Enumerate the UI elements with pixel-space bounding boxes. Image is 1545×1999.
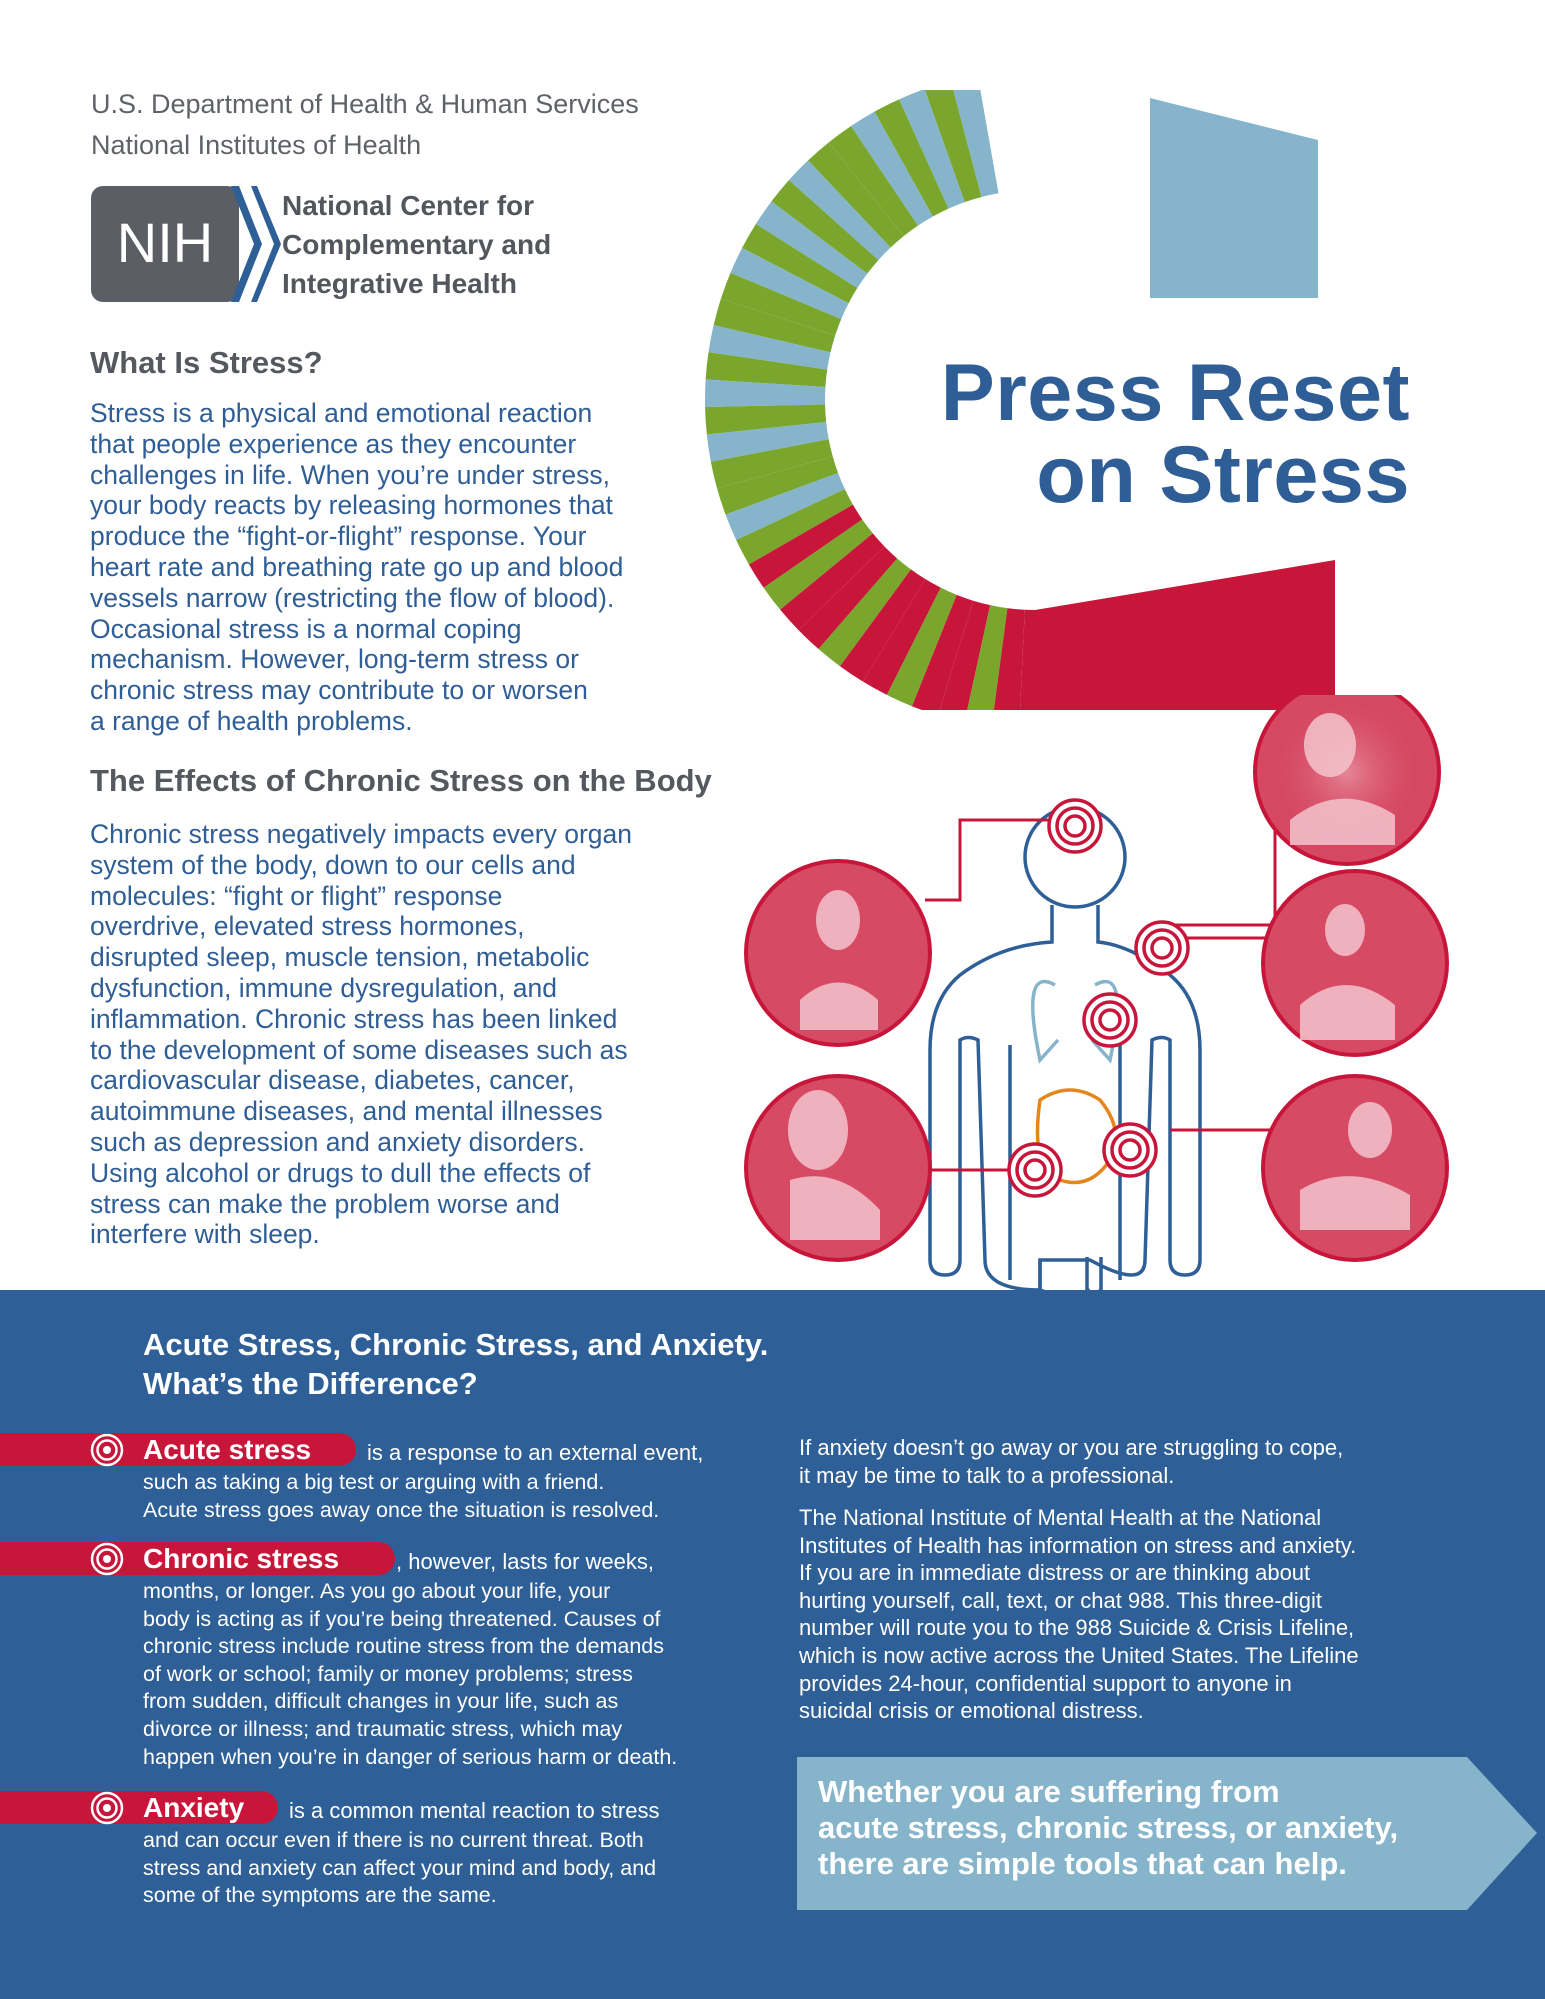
text-line: divorce or illness; and traumatic stress, which may (143, 1716, 623, 1741)
title-line: Press Reset (940, 348, 1410, 438)
body-diagram (740, 695, 1460, 1295)
text-line: chronic stress may contribute to or worsen (90, 675, 588, 706)
text-line: acute stress, chronic stress, or anxiety, (818, 1810, 1399, 1845)
text-line: system of the body, down to our cells and (90, 849, 576, 880)
text-line: chronic stress include routine stress from the demands (143, 1634, 665, 1659)
title-line: on Stress (1036, 430, 1410, 520)
text-line: that people experience as they encounter (90, 428, 577, 459)
center-line: National Center for (282, 190, 535, 221)
body-outline (930, 807, 1200, 1295)
text-line: cardiovascular disease, diabetes, cancer, (90, 1065, 575, 1096)
nimh-info-text (799, 1504, 1489, 1725)
center-name (282, 186, 551, 303)
arc-tail (1035, 560, 1335, 710)
effects-text (90, 819, 730, 1250)
institute-name: National Institutes of Health (91, 130, 422, 160)
text-line: a range of health problems. (90, 705, 413, 736)
text-line: Chronic stress negatively impacts every organ (90, 819, 633, 849)
text-line: stress and anxiety can affect your mind and body, and (143, 1855, 657, 1880)
text-line: suicidal crisis or emotional distress. (799, 1698, 1144, 1724)
center-line: Integrative Health (282, 268, 517, 299)
professional-help-text (799, 1434, 1489, 1489)
chronic-stress-text (143, 1578, 783, 1771)
chronic-stress-inline: , however, lasts for weeks, (396, 1549, 654, 1574)
department-name: U.S. Department of Health & Human Services (91, 89, 639, 119)
text-line: Institutes of Health has information on stress and anxiety. (799, 1532, 1357, 1558)
center-line: Complementary and (282, 229, 552, 260)
text-line: some of the symptoms are the same. (143, 1883, 497, 1908)
text-line: Using alcohol or drugs to dull the effects of (90, 1157, 591, 1188)
text-line: and can occur even if there is no current threat. Both (143, 1828, 644, 1852)
text-line: to the development of some diseases such as (90, 1034, 628, 1065)
text-line: interfere with sleep. (90, 1219, 320, 1250)
anxiety-inline: is a common mental reaction to stress (289, 1798, 660, 1823)
text-line: If you are in immediate distress or are thinking about (799, 1560, 1311, 1586)
target-icon (89, 1433, 125, 1469)
chronic-stress-label: Chronic stress (143, 1543, 340, 1574)
text-line: number will route you to the 988 Suicide & Crisis Lifeline, (799, 1615, 1355, 1641)
text-line: there are simple tools that can help. (818, 1846, 1347, 1881)
text-line: body is acting as if you’re being threatened. Causes of (143, 1606, 661, 1631)
text-line: Stress is a physical and emotional reaction (90, 398, 593, 428)
text-line: months, or longer. As you go about your life, your (143, 1579, 611, 1603)
target-icon (89, 1791, 125, 1827)
text-line: challenges in life. When you’re under stress, (90, 459, 610, 490)
photo-glucose-test (1263, 1076, 1447, 1260)
connector-lines (925, 810, 1310, 1170)
text-line: vessels narrow (restricting the flow of blood). (90, 582, 615, 613)
text-line: which is now active across the United States. The Lifeline (799, 1642, 1359, 1668)
text-line: hurting yourself, call, text, or chat 988. This three-digit (799, 1587, 1322, 1613)
text-line: Occasional stress is a normal coping (90, 613, 522, 644)
text-line: disrupted sleep, muscle tension, metabolic (90, 942, 590, 973)
effects-heading: The Effects of Chronic Stress on the Body (90, 763, 712, 798)
text-line: such as depression and anxiety disorders. (90, 1126, 585, 1157)
acute-stress-inline: is a response to an external event, (367, 1440, 704, 1465)
text-line: happen when you’re in danger of serious harm or death. (143, 1744, 678, 1769)
nih-logo-mark (91, 186, 281, 302)
text-line: inflammation. Chronic stress has been linked (90, 1003, 618, 1034)
heading-line: What’s the Difference? (143, 1366, 478, 1401)
text-line: such as taking a big test or arguing with a friend. (143, 1470, 605, 1494)
text-line: your body reacts by releasing hormones that (90, 490, 613, 521)
text-line: of work or school; family or money problems; stress (143, 1661, 633, 1686)
text-line: Whether you are suffering from (818, 1774, 1280, 1809)
text-line: If anxiety doesn’t go away or you are struggling to cope, (799, 1435, 1344, 1460)
text-line: stress can make the problem worse and (90, 1188, 560, 1219)
text-line: Acute stress goes away once the situation is resolved. (143, 1497, 660, 1522)
text-line: molecules: “fight or flight” response (90, 880, 503, 911)
text-line: produce the “fight-or-flight” response. Your (90, 521, 587, 552)
heading-line: Acute Stress, Chronic Stress, and Anxiety. (143, 1327, 769, 1362)
text-line: mechanism. However, long-term stress or (90, 644, 579, 675)
what-is-stress-heading: What Is Stress? (90, 345, 323, 380)
text-line: it may be time to talk to a professional. (799, 1462, 1175, 1488)
tools-callout-text (818, 1774, 1538, 1882)
text-line: The National Institute of Mental Health at the National (799, 1505, 1322, 1530)
text-line: provides 24-hour, confidential support to anyone in (799, 1670, 1292, 1696)
acute-stress-label: Acute stress (143, 1434, 312, 1465)
text-line: from sudden, difficult changes in your life, such as (143, 1689, 619, 1714)
what-is-stress-text (90, 398, 730, 737)
anxiety-label: Anxiety (143, 1792, 245, 1823)
target-icon (89, 1542, 125, 1578)
text-line: overdrive, elevated stress hormones, (90, 911, 525, 942)
page-title (850, 348, 1410, 520)
agency-block (91, 84, 639, 166)
anxiety-text (143, 1827, 783, 1910)
acute-stress-text (143, 1469, 783, 1524)
nih-abbrev: NIH (116, 211, 214, 274)
text-line: heart rate and breathing rate go up and blood (90, 551, 624, 582)
text-line: dysfunction, immune dysregulation, and (90, 972, 557, 1003)
difference-heading (143, 1325, 1043, 1403)
text-line: autoimmune diseases, and mental illnesses (90, 1096, 603, 1127)
